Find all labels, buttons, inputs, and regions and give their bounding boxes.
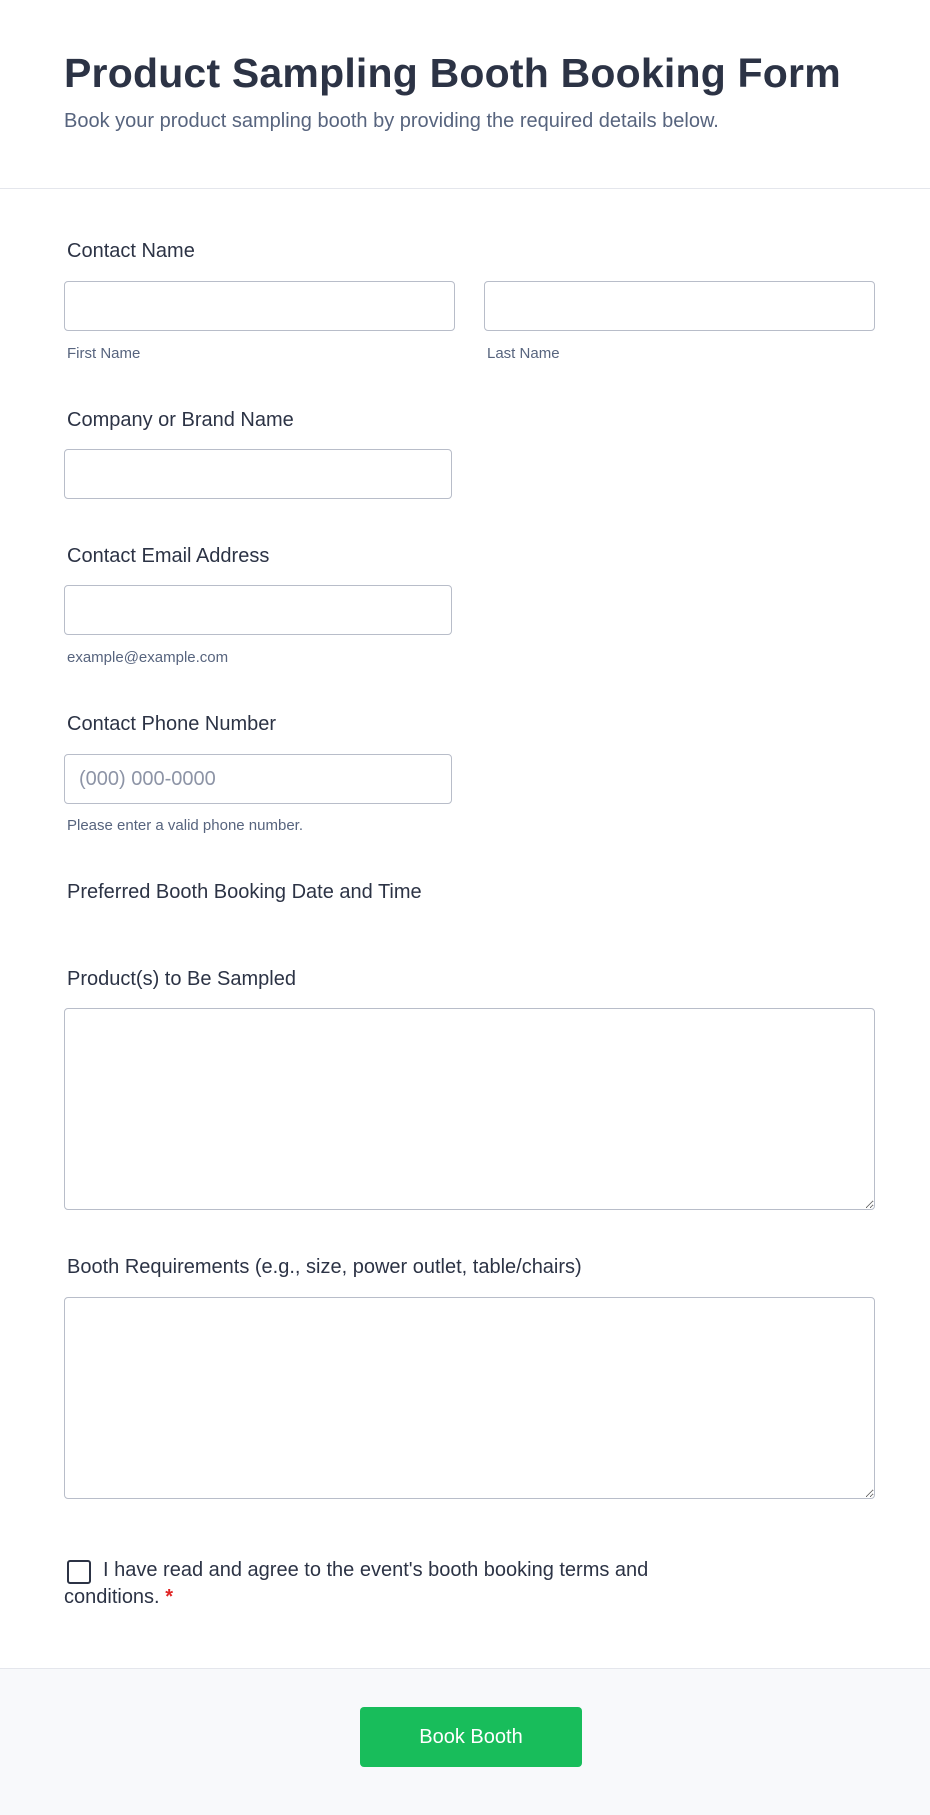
terms-label-line1: I have read and agree to the event's booth booking terms and bbox=[103, 1559, 649, 1581]
required-marker: * bbox=[165, 1586, 173, 1608]
company-name-input[interactable] bbox=[64, 449, 452, 499]
requirements-textarea[interactable] bbox=[64, 1297, 875, 1499]
company-name-label: Company or Brand Name bbox=[67, 409, 294, 431]
email-input[interactable] bbox=[64, 585, 452, 635]
form-subtitle: Book your product sampling booth by providing the required details below. bbox=[64, 110, 719, 132]
first-name-sublabel: First Name bbox=[67, 345, 141, 362]
products-label: Product(s) to Be Sampled bbox=[67, 968, 296, 990]
phone-sublabel: Please enter a valid phone number. bbox=[67, 817, 303, 834]
terms-checkbox[interactable] bbox=[67, 1560, 91, 1584]
last-name-input[interactable] bbox=[484, 281, 875, 331]
email-label: Contact Email Address bbox=[67, 545, 270, 567]
first-name-input[interactable] bbox=[64, 281, 455, 331]
form-title: Product Sampling Booth Booking Form bbox=[64, 50, 841, 96]
form-header bbox=[0, 0, 930, 189]
products-textarea[interactable] bbox=[64, 1008, 875, 1210]
contact-name-label: Contact Name bbox=[67, 240, 195, 262]
phone-label: Contact Phone Number bbox=[67, 713, 277, 735]
last-name-sublabel: Last Name bbox=[487, 345, 560, 362]
terms-label-line2 bbox=[64, 1586, 173, 1609]
phone-input[interactable] bbox=[64, 754, 452, 804]
booking-datetime-label: Preferred Booth Booking Date and Time bbox=[67, 881, 422, 903]
email-sublabel: example@example.com bbox=[67, 649, 229, 666]
terms-label-text: conditions. bbox=[64, 1586, 160, 1608]
requirements-label: Booth Requirements (e.g., size, power outlet, table/chairs) bbox=[67, 1256, 582, 1278]
book-booth-button[interactable]: Book Booth bbox=[360, 1707, 582, 1767]
